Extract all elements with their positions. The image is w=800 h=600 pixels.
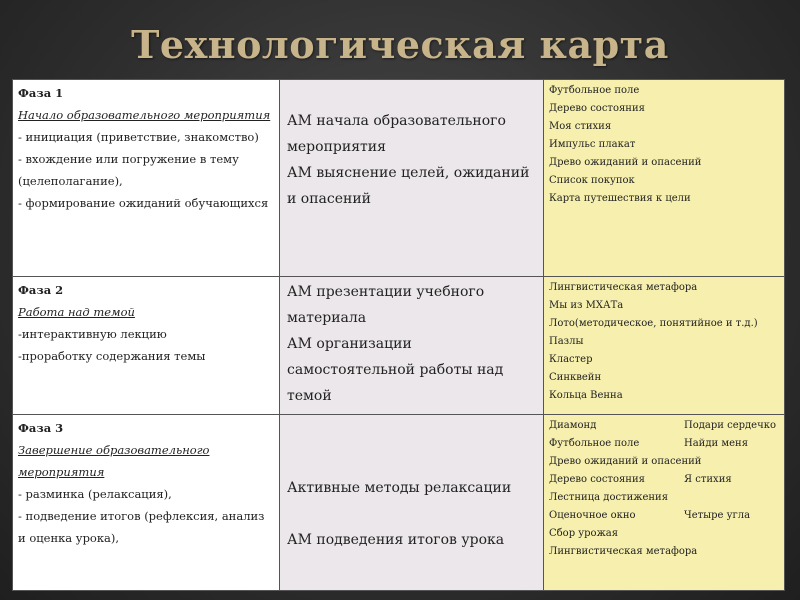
examples-cell [544, 80, 785, 277]
example-item: Футбольное поле [549, 85, 640, 96]
example-item: Кольца Венна [549, 390, 623, 401]
example-item: Синквейн [549, 372, 602, 383]
example-row [549, 525, 779, 543]
example-item: Кластер [549, 354, 593, 365]
example-row [549, 453, 779, 471]
example-item: Подари сердечко [684, 420, 776, 431]
method-text: АМ начала образовательного мероприятия [287, 113, 506, 155]
example-item: Дерево состояния [549, 103, 645, 114]
example-item: Моя стихия [549, 121, 612, 132]
table-row-phase-2 [13, 277, 785, 415]
phase-item: - подведение итогов (рефлексия, анализ и оценка урока), [18, 509, 265, 545]
phase-item: - формирование ожиданий обучающихся [18, 196, 269, 210]
methods-cell [280, 80, 544, 277]
example-item: Футбольное поле [549, 438, 640, 449]
method-text: АМ подведения итогов урока [287, 532, 505, 548]
example-row [549, 543, 779, 561]
example-item: Диамонд [549, 420, 597, 431]
phase-item: - разминка (релаксация), [18, 487, 172, 501]
phase-title: Фаза 1 [18, 86, 64, 100]
method-text: АМ организации самостоятельной работы над темой [287, 336, 504, 404]
phase-subtitle: Начало образовательного мероприятия [18, 108, 271, 122]
phase-cell [13, 80, 280, 277]
phase-cell [13, 415, 280, 591]
example-row [549, 489, 779, 507]
phase-cell [13, 277, 280, 415]
example-item: Лестница достижения [549, 492, 669, 503]
example-item: Я стихия [684, 474, 732, 485]
example-item: Древо ожиданий и опасений [549, 157, 702, 168]
phase-title: Фаза 3 [18, 421, 64, 435]
example-item: Список покупок [549, 175, 635, 186]
phase-subtitle: Завершение образовательного мероприятия [18, 443, 210, 479]
method-text: Активные методы релаксации [287, 480, 512, 496]
example-row [549, 471, 779, 489]
phase-title: Фаза 2 [18, 283, 64, 297]
phase-item: -проработку содержания темы [18, 349, 206, 363]
example-item: Древо ожиданий и опасений [549, 456, 702, 467]
technology-map-table [12, 79, 785, 591]
method-text: АМ выяснение целей, ожиданий и опасений [287, 165, 530, 207]
method-text: АМ презентации учебного материала [287, 284, 485, 326]
phase-item: - инициация (приветствие, знакомство) [18, 130, 259, 144]
example-row [549, 435, 779, 453]
example-item: Сбор урожая [549, 528, 619, 539]
example-row [549, 417, 779, 435]
examples-cell [544, 277, 785, 415]
example-item: Найди меня [684, 438, 749, 449]
example-item: Пазлы [549, 336, 584, 347]
example-item: Четыре угла [684, 510, 751, 521]
phase-item: -интерактивную лекцию [18, 327, 167, 341]
phase-subtitle: Работа над темой [18, 305, 135, 319]
example-item: Дерево состояния [549, 474, 645, 485]
example-item: Импульс плакат [549, 139, 636, 150]
methods-cell [280, 277, 544, 415]
example-item: Лингвистическая метафора [549, 282, 698, 293]
example-row [549, 507, 779, 525]
example-item: Карта путешествия к цели [549, 193, 691, 204]
methods-cell [280, 415, 544, 591]
page-title: Технологическая карта [131, 22, 669, 67]
example-item: Лото(методическое, понятийное и т.д.) [549, 318, 758, 329]
table-row-phase-1 [13, 80, 785, 277]
example-item: Мы из МХАТа [549, 300, 624, 311]
table-row-phase-3 [13, 415, 785, 591]
phase-item: - вхождение или погружение в тему (целеполагание), [18, 152, 239, 188]
example-item: Лингвистическая метафора [549, 546, 698, 557]
examples-cell [544, 415, 785, 591]
example-item: Оценочное окно [549, 510, 636, 521]
